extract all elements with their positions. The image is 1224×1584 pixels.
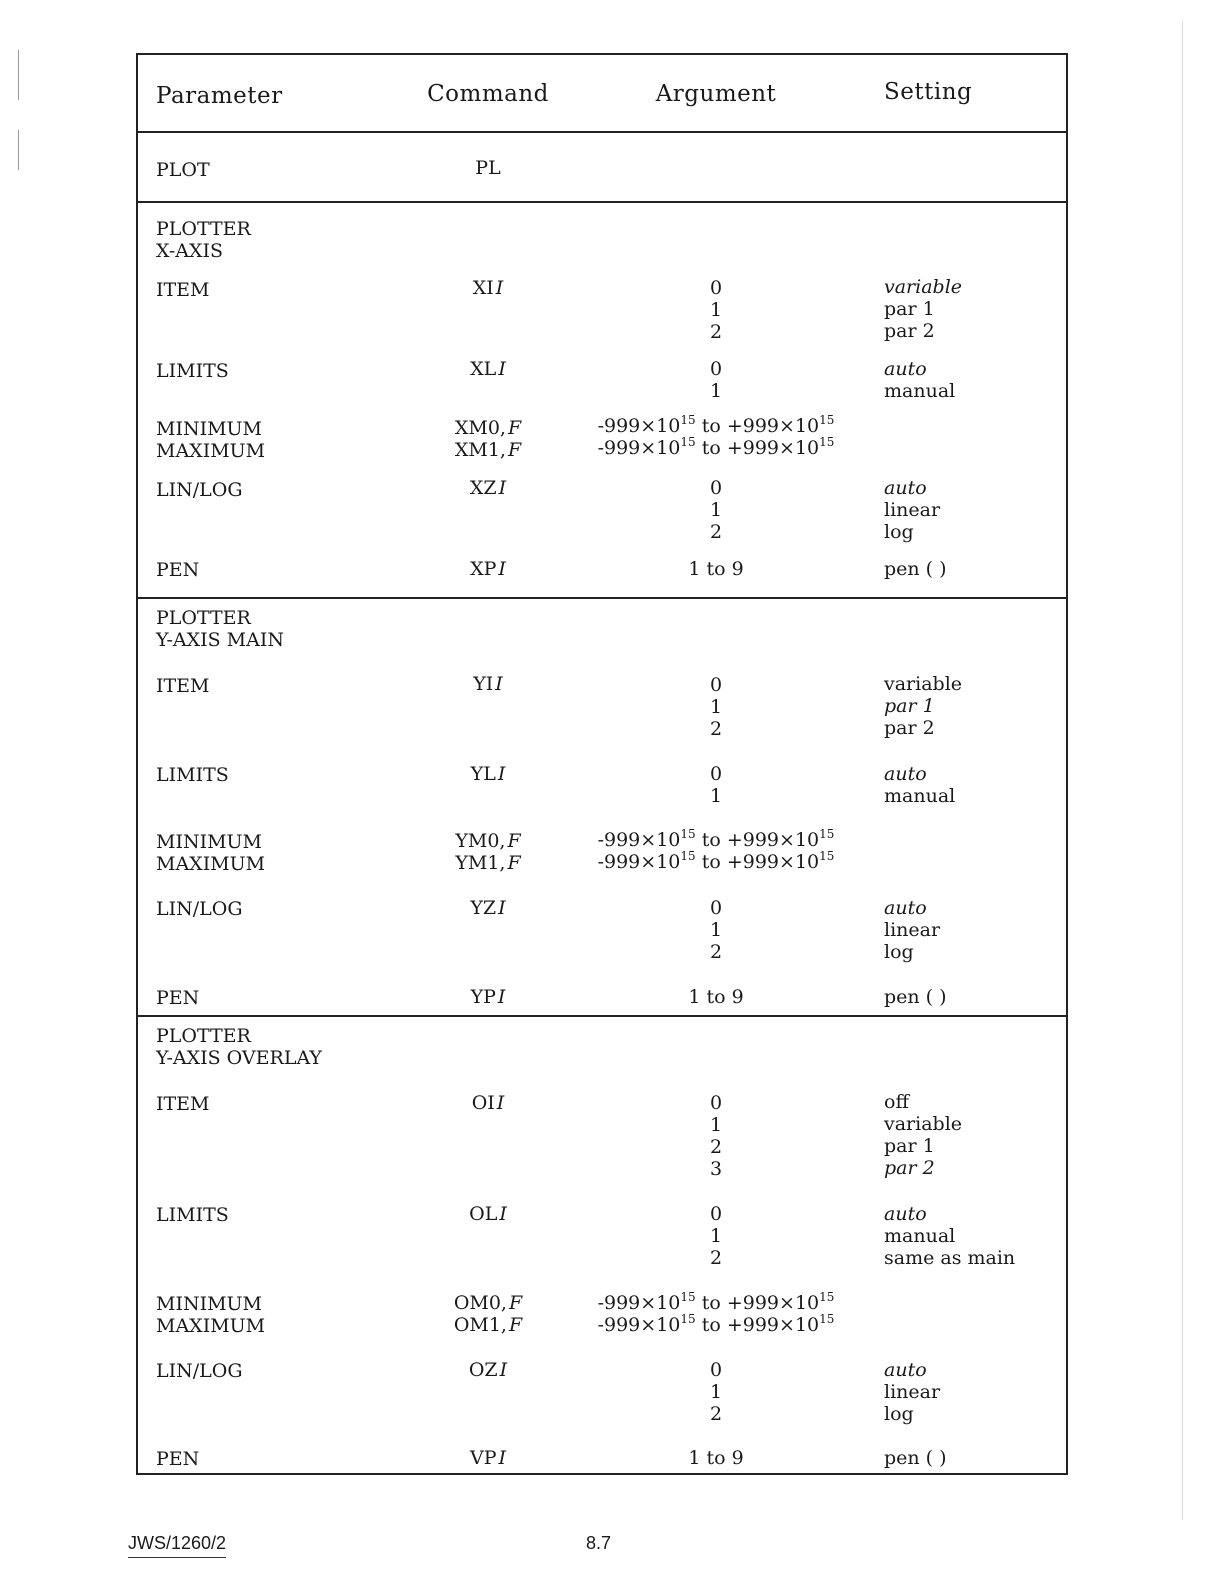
range-line: $-999\times 10^{15}$ to $+999\times 10^{15}$ — [597, 434, 835, 459]
setting-values — [884, 673, 962, 739]
setting-values — [884, 1091, 962, 1179]
parameter-name: LIN/LOG — [156, 898, 243, 920]
argument-value: 1 to 9 — [688, 986, 744, 1008]
command-mnemonic: XZ — [469, 477, 497, 499]
argument-value: 1 to 9 — [688, 1447, 744, 1469]
argument-value: 2 — [709, 1403, 723, 1425]
document-reference: JWS/1260/2 — [128, 1533, 226, 1558]
setting-value: auto — [884, 358, 927, 380]
argument-value: 0 — [709, 1359, 723, 1381]
parameter-max: MAXIMUM — [156, 440, 266, 462]
parameter-name: ITEM — [156, 279, 210, 301]
command-argument-type: F — [508, 1292, 523, 1314]
plot-divider — [138, 201, 1066, 203]
setting-value: linear — [884, 1381, 941, 1403]
setting-value: par 2 — [884, 717, 935, 739]
command-code — [438, 277, 538, 299]
command-argument-type: I — [497, 986, 506, 1008]
setting-value: auto — [884, 477, 927, 499]
command-mnemonic: XM1, — [454, 439, 506, 461]
command-argument-type: I — [498, 1447, 507, 1469]
setting-values — [884, 897, 940, 963]
range-line: $-999\times 10^{15}$ to $+999\times 10^{15}$ — [597, 826, 835, 851]
command-code — [438, 1292, 538, 1336]
section-title-line: PLOTTER — [156, 607, 251, 629]
argument-values — [586, 477, 846, 543]
setting-value: linear — [884, 919, 941, 941]
command-argument-type: F — [507, 852, 521, 874]
argument-value: 1 — [709, 1114, 723, 1136]
range-line: $-999\times 10^{15}$ to $+999\times 10^{15}$ — [597, 412, 835, 437]
setting-value: same as main — [884, 1247, 1016, 1269]
command-mnemonic: YM0, — [455, 830, 506, 852]
parameter-name: PEN — [156, 559, 200, 581]
argument-value: 1 — [709, 299, 723, 321]
command-argument-type: I — [496, 1092, 505, 1114]
command-code — [438, 1359, 538, 1381]
command-mnemonic: OL — [469, 1203, 498, 1225]
argument-values — [586, 1203, 846, 1269]
parameter-name — [156, 418, 265, 462]
command-mnemonic: XP — [470, 558, 497, 580]
argument-values — [586, 763, 846, 807]
header-argument: Argument — [655, 81, 777, 107]
header-command: Command — [427, 81, 549, 107]
setting-value: variable — [884, 1113, 963, 1135]
section-title-line: Y-AXIS MAIN — [156, 629, 284, 651]
setting-value: auto — [884, 1359, 927, 1381]
setting-values — [884, 763, 955, 807]
setting-value: par 1 — [884, 1135, 935, 1157]
scan-margin-mark — [1182, 20, 1183, 1520]
command-mnemonic: OM1, — [453, 1314, 507, 1336]
command-table — [136, 53, 1068, 1475]
command-mnemonic: OM0, — [453, 1292, 507, 1314]
setting-value: linear — [884, 499, 941, 521]
setting-values — [884, 477, 940, 543]
command-mnemonic: XL — [470, 358, 497, 380]
plot-parameter: PLOT — [156, 159, 210, 181]
argument-value: 2 — [709, 718, 723, 740]
argument-value: 0 — [709, 277, 723, 299]
argument-value: 0 — [709, 1203, 723, 1225]
argument-value: 0 — [709, 477, 723, 499]
setting-values — [884, 1203, 1015, 1269]
section-divider — [138, 597, 1066, 599]
setting-value: log — [884, 1403, 914, 1425]
command-code — [438, 358, 538, 380]
argument-value: 3 — [709, 1158, 723, 1180]
command-argument-type: I — [499, 1359, 508, 1381]
header-parameter: Parameter — [156, 83, 283, 109]
argument-value: 1 — [709, 499, 723, 521]
command-code — [438, 763, 538, 785]
command-argument-type: I — [498, 477, 507, 499]
parameter-name: PEN — [156, 1448, 200, 1470]
plot-command: PL — [475, 157, 501, 179]
command-mnemonic: XM0, — [454, 417, 506, 439]
section-title — [156, 607, 284, 651]
range-line: $-999\times 10^{15}$ to $+999\times 10^{15}$ — [597, 1289, 835, 1314]
parameter-name: PEN — [156, 987, 200, 1009]
page-number: 8.7 — [586, 1533, 612, 1553]
argument-value: 2 — [709, 941, 723, 963]
command-mnemonic: YL — [470, 763, 496, 785]
setting-value: log — [884, 941, 914, 963]
setting-values — [884, 276, 962, 342]
argument-range — [586, 412, 846, 459]
argument-range — [586, 1289, 846, 1336]
command-mnemonic: YZ — [470, 897, 497, 919]
section-title — [156, 1025, 322, 1069]
parameter-min: MINIMUM — [156, 418, 263, 440]
argument-value: 0 — [709, 1092, 723, 1114]
command-argument-type: F — [507, 417, 522, 439]
command-mnemonic: OZ — [468, 1359, 498, 1381]
command-argument-type: I — [497, 763, 506, 785]
argument-value: 1 to 9 — [688, 558, 744, 580]
setting-value: pen ( ) — [884, 1447, 947, 1469]
command-mnemonic: YI — [473, 673, 494, 695]
command-argument-type: I — [495, 277, 504, 299]
setting-value: variable — [884, 276, 963, 298]
header-setting: Setting — [884, 79, 973, 105]
command-code — [438, 897, 538, 919]
command-mnemonic: OI — [471, 1092, 495, 1114]
parameter-name: LIMITS — [156, 360, 229, 382]
command-mnemonic: YM1, — [455, 852, 506, 874]
argument-values — [586, 1092, 846, 1180]
setting-value: manual — [884, 785, 956, 807]
parameter-name: LIMITS — [156, 1204, 229, 1226]
scan-margin-mark — [18, 130, 19, 170]
section-title-line: X-AXIS — [156, 240, 224, 262]
setting-value: manual — [884, 380, 956, 402]
setting-value: par 1 — [884, 298, 935, 320]
argument-value: 0 — [709, 674, 723, 696]
argument-values — [586, 674, 846, 740]
command-argument-type: I — [499, 1203, 507, 1225]
argument-value: 0 — [709, 358, 723, 380]
parameter-name: ITEM — [156, 1093, 210, 1115]
parameter-name — [156, 1293, 265, 1337]
argument-value: 0 — [709, 763, 723, 785]
argument-value: 1 — [709, 696, 723, 718]
parameter-name: LIN/LOG — [156, 1360, 243, 1382]
parameter-name: LIMITS — [156, 764, 229, 786]
range-line: $-999\times 10^{15}$ to $+999\times 10^{15}$ — [597, 1311, 835, 1336]
command-argument-type: F — [507, 439, 522, 461]
command-code — [438, 417, 538, 461]
command-argument-type: F — [507, 830, 521, 852]
parameter-name: ITEM — [156, 675, 210, 697]
command-code — [438, 558, 538, 580]
setting-value: par 2 — [884, 320, 935, 342]
command-code — [438, 1203, 538, 1225]
setting-value: log — [884, 521, 914, 543]
argument-values — [586, 277, 846, 343]
command-argument-type: F — [508, 1314, 523, 1336]
command-code — [438, 1092, 538, 1114]
section-title-line: Y-AXIS OVERLAY — [156, 1047, 322, 1069]
argument-value: 1 — [709, 785, 723, 807]
parameter-max: MAXIMUM — [156, 1315, 266, 1337]
command-mnemonic: XI — [472, 277, 494, 299]
command-argument-type: I — [498, 358, 506, 380]
section-title — [156, 218, 251, 262]
command-code — [438, 830, 538, 874]
parameter-min: MINIMUM — [156, 831, 263, 853]
header-divider — [138, 131, 1066, 133]
setting-value: pen ( ) — [884, 986, 947, 1008]
argument-value: 2 — [709, 1247, 723, 1269]
command-code — [438, 1447, 538, 1469]
setting-value: auto — [884, 897, 927, 919]
argument-value: 1 — [709, 1381, 723, 1403]
command-code — [438, 673, 538, 695]
argument-value: 2 — [709, 521, 723, 543]
setting-value: auto — [884, 763, 927, 785]
setting-value: variable — [884, 673, 963, 695]
scan-margin-mark — [18, 50, 19, 100]
setting-value: par 1 — [884, 695, 935, 717]
parameter-min: MINIMUM — [156, 1293, 263, 1315]
setting-value: off — [884, 1091, 909, 1113]
setting-values — [884, 1359, 940, 1425]
parameter-name — [156, 831, 265, 875]
argument-values — [586, 1359, 846, 1425]
setting-value: pen ( ) — [884, 558, 947, 580]
argument-values — [586, 897, 846, 963]
parameter-max: MAXIMUM — [156, 853, 266, 875]
argument-value: 2 — [709, 1136, 723, 1158]
argument-value: 2 — [709, 321, 723, 343]
argument-value: 1 — [709, 380, 723, 402]
command-argument-type: I — [495, 673, 503, 695]
command-mnemonic: VP — [469, 1447, 497, 1469]
argument-value: 1 — [709, 1225, 723, 1247]
setting-value: par 2 — [884, 1157, 935, 1179]
command-argument-type: I — [498, 558, 506, 580]
command-mnemonic: YP — [470, 986, 496, 1008]
command-code — [438, 986, 538, 1008]
argument-value: 1 — [709, 919, 723, 941]
parameter-name: LIN/LOG — [156, 479, 243, 501]
section-title-line: PLOTTER — [156, 218, 251, 240]
range-line: $-999\times 10^{15}$ to $+999\times 10^{15}$ — [597, 848, 835, 873]
argument-value: 0 — [709, 897, 723, 919]
setting-value: auto — [884, 1203, 927, 1225]
setting-value: manual — [884, 1225, 956, 1247]
setting-values — [884, 358, 955, 402]
command-code — [438, 477, 538, 499]
argument-values — [586, 358, 846, 402]
section-divider — [138, 1015, 1066, 1017]
argument-range — [586, 826, 846, 873]
command-argument-type: I — [498, 897, 506, 919]
section-title-line: PLOTTER — [156, 1025, 251, 1047]
